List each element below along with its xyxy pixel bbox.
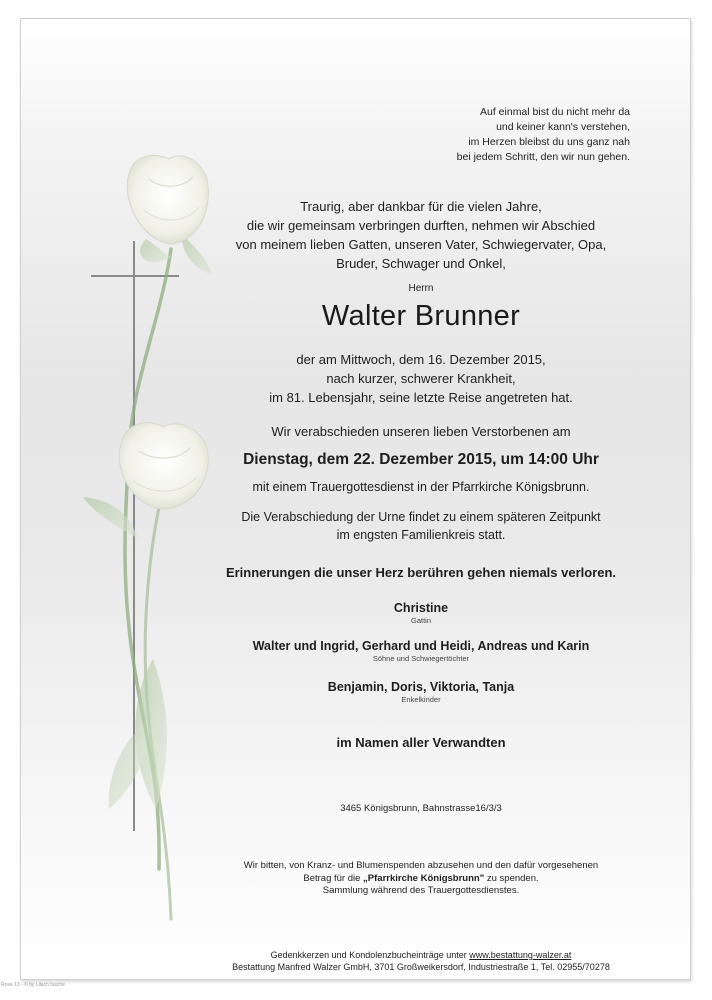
footer-text: Gedenkkerzen und Kondolenzbucheinträge unter (270, 950, 470, 960)
death-info-line: der am Mittwoch, dem 16. Dezember 2015, (296, 352, 546, 367)
footer-line: Bestattung Manfred Walzer GmbH, 3701 Großweikersdorf, Industriestraße 1, Tel. 02955/70278 (232, 961, 610, 972)
farewell-text: Wir verabschieden unseren lieben Verstorbenen am (271, 424, 571, 439)
death-info-line: im 81. Lebensjahr, seine letzte Reise angetreten hat. (269, 390, 573, 405)
family-group (171, 601, 671, 625)
family-group (171, 639, 671, 663)
image-credit: Rose 13 - © by Lilach fusche (1, 982, 65, 988)
poem-line: bei jedem Schritt, den wir nun gehen. (456, 151, 630, 163)
footer-line (171, 950, 671, 962)
service-text: mit einem Trauergottesdienst in der Pfarrkirche Königsbrunn. (252, 480, 590, 494)
donation-text: zu spenden. (484, 872, 539, 884)
memory-quote: Erinnerungen die unser Herz berühren gehen niemals verloren. (225, 565, 617, 580)
donation-text: Betrag für die (303, 872, 364, 884)
urn-text (171, 508, 671, 544)
family-group (171, 680, 671, 704)
obituary-card (20, 18, 691, 980)
poem-line: Auf einmal bist du nicht mehr da (480, 106, 630, 118)
family-names: Christine (393, 601, 449, 615)
donation-recipient: „Pfarrkirche Königsbrunn" (363, 872, 485, 884)
deceased-name: Walter Brunner (321, 300, 521, 332)
family-relation: Söhne und Schwiegertöchter (372, 654, 470, 663)
footer (171, 950, 671, 973)
intro-line: Traurig, aber dankbar für die vielen Jahre, (300, 199, 542, 214)
funeral-home-link[interactable]: www.bestattung-walzer.at (469, 950, 572, 960)
donation-line (171, 873, 671, 886)
poem-line: und keiner kann's verstehen, (496, 121, 630, 133)
urn-line: im engsten Familienkreis statt. (336, 528, 506, 542)
family-relation: Gattin (410, 616, 431, 625)
on-behalf: im Namen aller Verwandten (336, 735, 506, 750)
family-names: Benjamin, Doris, Viktoria, Tanja (327, 680, 515, 694)
family-names: Walter und Ingrid, Gerhard und Heidi, Andreas und Karin (252, 639, 590, 653)
donation-line: Wir bitten, von Kranz- und Blumenspenden abzusehen und den dafür vorgesehenen (243, 860, 599, 871)
intro-line: von meinem lieben Gatten, unseren Vater, Schwiegervater, Opa, (235, 237, 607, 252)
poem (457, 105, 630, 165)
death-info (171, 350, 671, 407)
intro-text (171, 197, 671, 273)
death-info-line: nach kurzer, schwerer Krankheit, (326, 371, 516, 386)
donation-request (171, 860, 671, 898)
service-date: Dienstag, dem 22. Dezember 2015, um 14:00 Uhr (243, 451, 599, 468)
poem-line: im Herzen bleibst du uns ganz nah (468, 136, 630, 148)
address: 3465 Königsbrunn, Bahnstrasse16/3/3 (340, 803, 502, 814)
intro-line: Bruder, Schwager und Onkel, (336, 256, 506, 271)
family-relation: Enkelkinder (401, 695, 441, 704)
salutation: Herrn (408, 283, 434, 294)
rose-stems (125, 249, 171, 919)
donation-line: Sammlung während des Trauergottesdienstes. (322, 885, 520, 896)
intro-line: die wir gemeinsam verbringen durften, nehmen wir Abschied (246, 218, 596, 233)
urn-line: Die Verabschiedung der Urne findet zu einem späteren Zeitpunkt (241, 510, 601, 524)
